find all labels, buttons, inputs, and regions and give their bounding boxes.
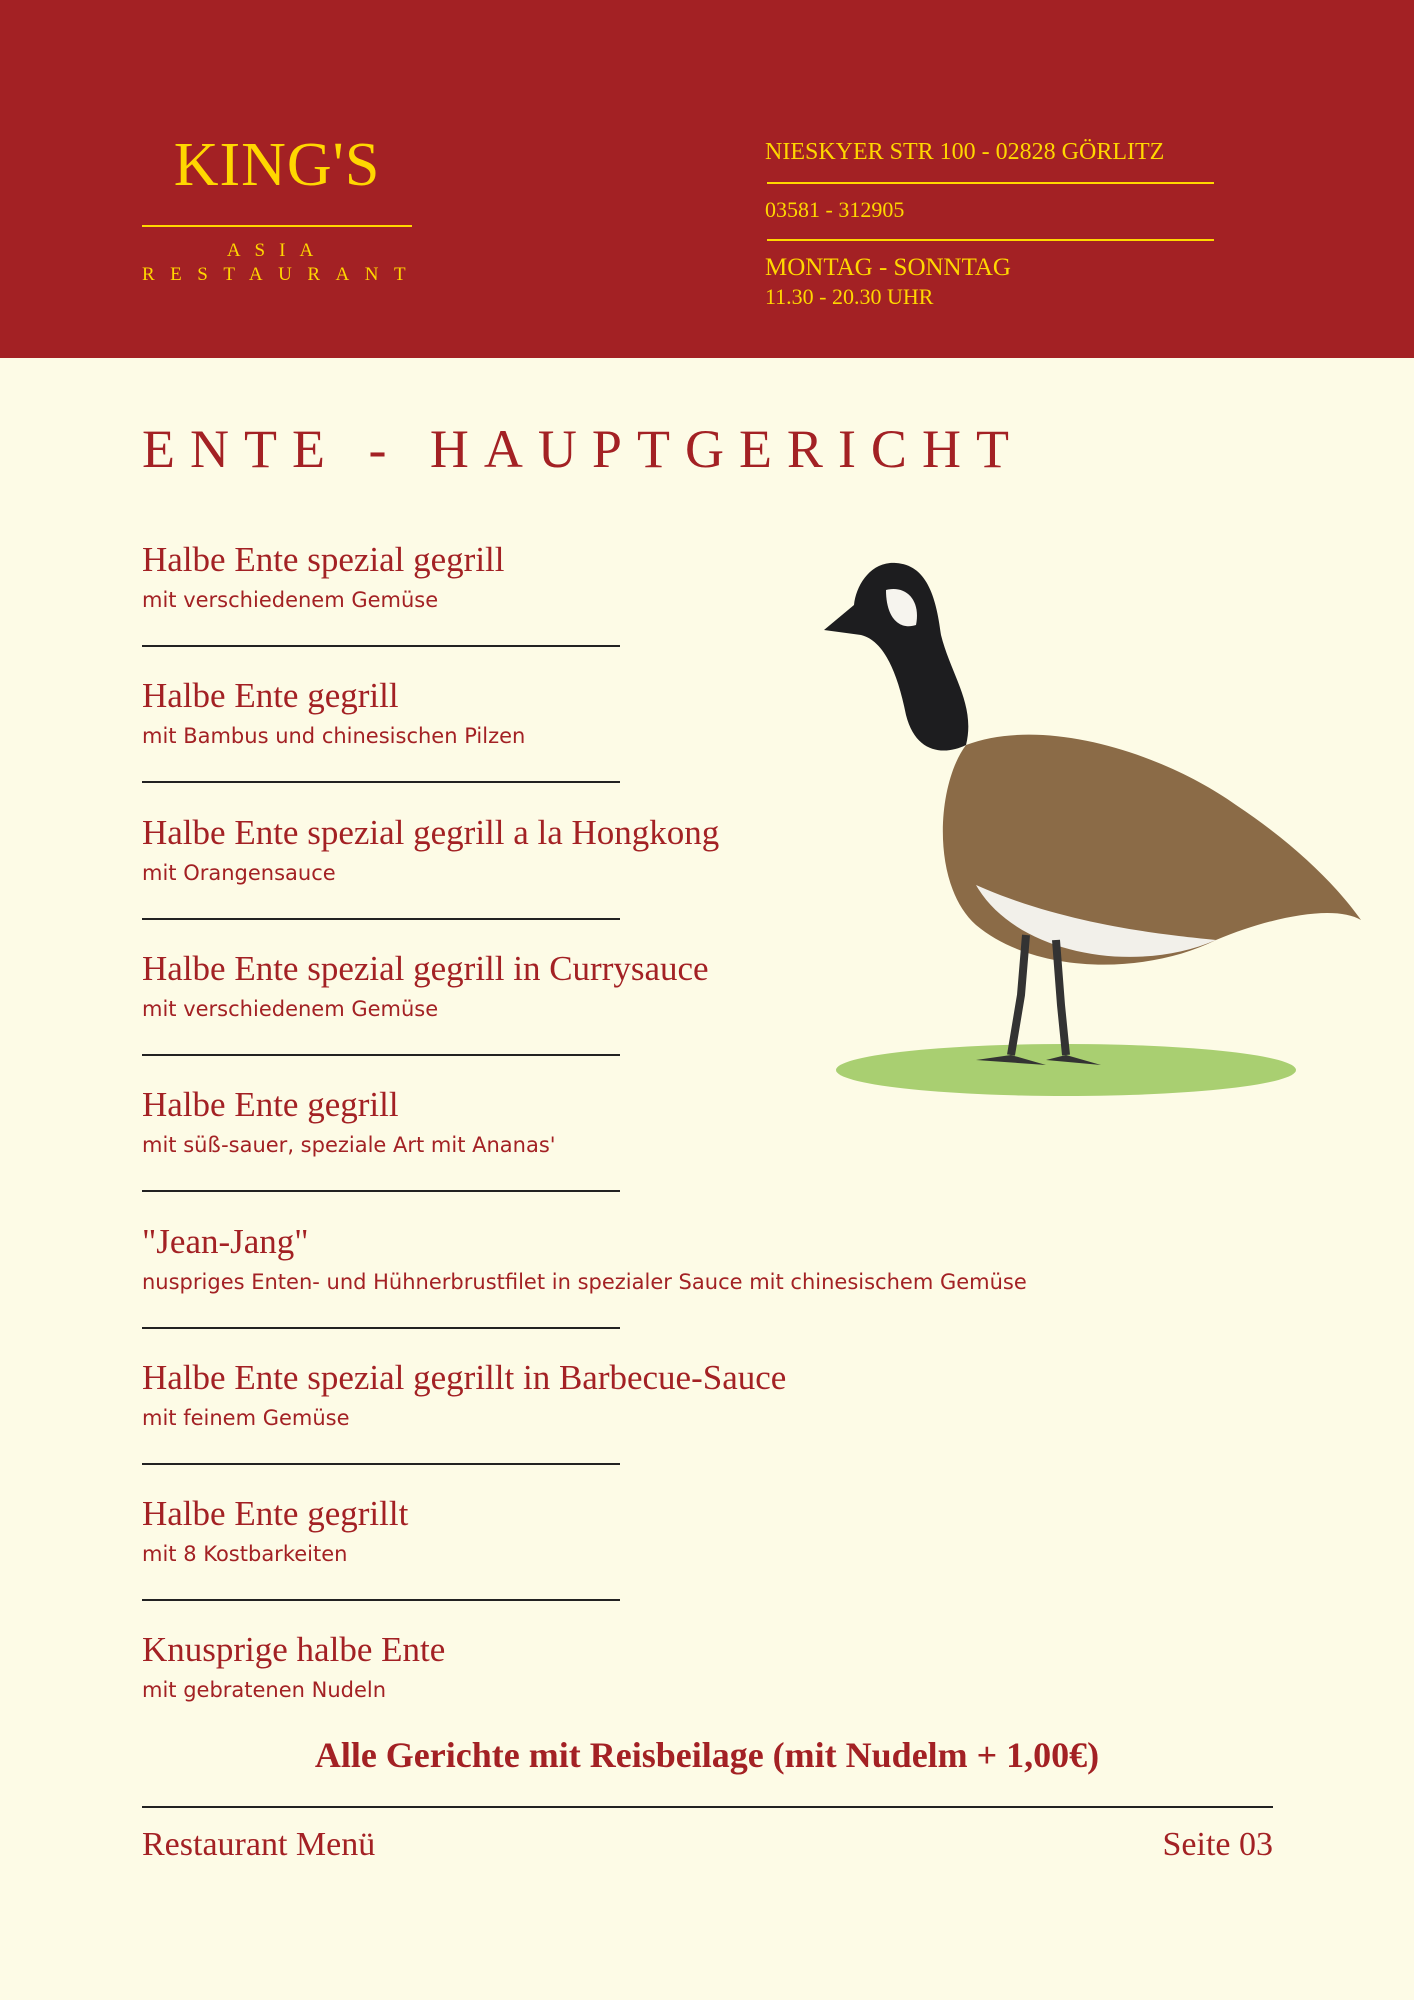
menu-item-name: Halbe Ente spezial gegrill bbox=[142, 540, 505, 579]
menu-item-description: mit Orangensauce bbox=[142, 860, 336, 885]
menu-item-description: mit verschiedenem Gemüse bbox=[142, 996, 439, 1021]
menu-item bbox=[142, 1358, 786, 1430]
logo-subtitle-2: RESTAURANT bbox=[142, 264, 422, 285]
menu-item-name: Halbe Ente gegrillt bbox=[142, 1494, 409, 1534]
logo-subtitle: ASIA bbox=[226, 240, 328, 261]
item-divider bbox=[142, 645, 620, 647]
menu-item-name: Halbe Ente spezial gegrillt in Barbecue-Sauce bbox=[142, 1357, 787, 1397]
logo-divider bbox=[142, 225, 412, 227]
menu-item-description: mit 8 Kostbarkeiten bbox=[142, 1542, 348, 1567]
menu-item-description: mit feinem Gemüse bbox=[142, 1405, 350, 1430]
menu-item-name: Halbe Ente spezial gegrill in Currysauce bbox=[142, 948, 709, 988]
item-divider bbox=[142, 1599, 620, 1601]
menu-item-description: mit gebratenen Nudeln bbox=[142, 1678, 387, 1703]
item-divider bbox=[142, 1054, 620, 1056]
side-dish-note: Alle Gerichte mit Reisbeilage (mit Nudelm + 1,00€) bbox=[314, 1735, 1100, 1775]
menu-item-description: mit Bambus und chinesischen Pilzen bbox=[142, 724, 526, 749]
menu-item bbox=[142, 1085, 556, 1157]
menu-item-name: Halbe Ente gegrill bbox=[142, 1085, 399, 1125]
menu-item-name: Knusprige halbe Ente bbox=[142, 1630, 446, 1670]
divider bbox=[767, 239, 1214, 241]
item-divider bbox=[142, 781, 620, 783]
page-number: Seite 03 bbox=[1162, 1826, 1273, 1863]
item-divider bbox=[142, 918, 620, 920]
menu-item-description: mit süß-sauer, speziale Art mit Ananas' bbox=[142, 1133, 556, 1158]
opening-hours: 11.30 - 20.30 UHR bbox=[765, 284, 934, 309]
divider bbox=[767, 182, 1214, 184]
item-divider bbox=[142, 1463, 620, 1465]
menu-item-description: mit verschiedenem Gemüse bbox=[142, 588, 439, 612]
menu-item bbox=[142, 1630, 445, 1702]
section-title: ENTE - HAUPTGERICHT bbox=[142, 419, 1024, 479]
menu-item bbox=[142, 813, 719, 885]
footer-label: Restaurant Menü bbox=[142, 1826, 376, 1863]
item-divider bbox=[142, 1190, 620, 1192]
menu-item bbox=[142, 540, 505, 612]
item-divider bbox=[142, 1327, 620, 1329]
menu-item-name: Halbe Ente spezial gegrill a la Hongkong bbox=[142, 812, 720, 852]
menu-item bbox=[142, 1494, 408, 1566]
menu-item-name: "Jean-Jang" bbox=[142, 1221, 309, 1261]
menu-item-description: nuspriges Enten- und Hühnerbrustfilet in spezialer Sauce mit chinesischem Gemüse bbox=[142, 1269, 1027, 1294]
menu-item bbox=[142, 1222, 1027, 1294]
logo: KING'S bbox=[173, 131, 381, 199]
menu-item bbox=[142, 949, 709, 1021]
address: NIESKYER STR 100 - 02828 GÖRLITZ bbox=[765, 139, 1165, 165]
phone: 03581 - 312905 bbox=[765, 197, 905, 222]
menu-item-name: Halbe Ente gegrill bbox=[142, 676, 399, 716]
goose-illustration bbox=[816, 555, 1376, 1105]
menu-item bbox=[142, 676, 525, 748]
header bbox=[0, 0, 1414, 358]
opening-days: MONTAG - SONNTAG bbox=[765, 254, 1011, 281]
footer-divider bbox=[142, 1806, 1273, 1808]
